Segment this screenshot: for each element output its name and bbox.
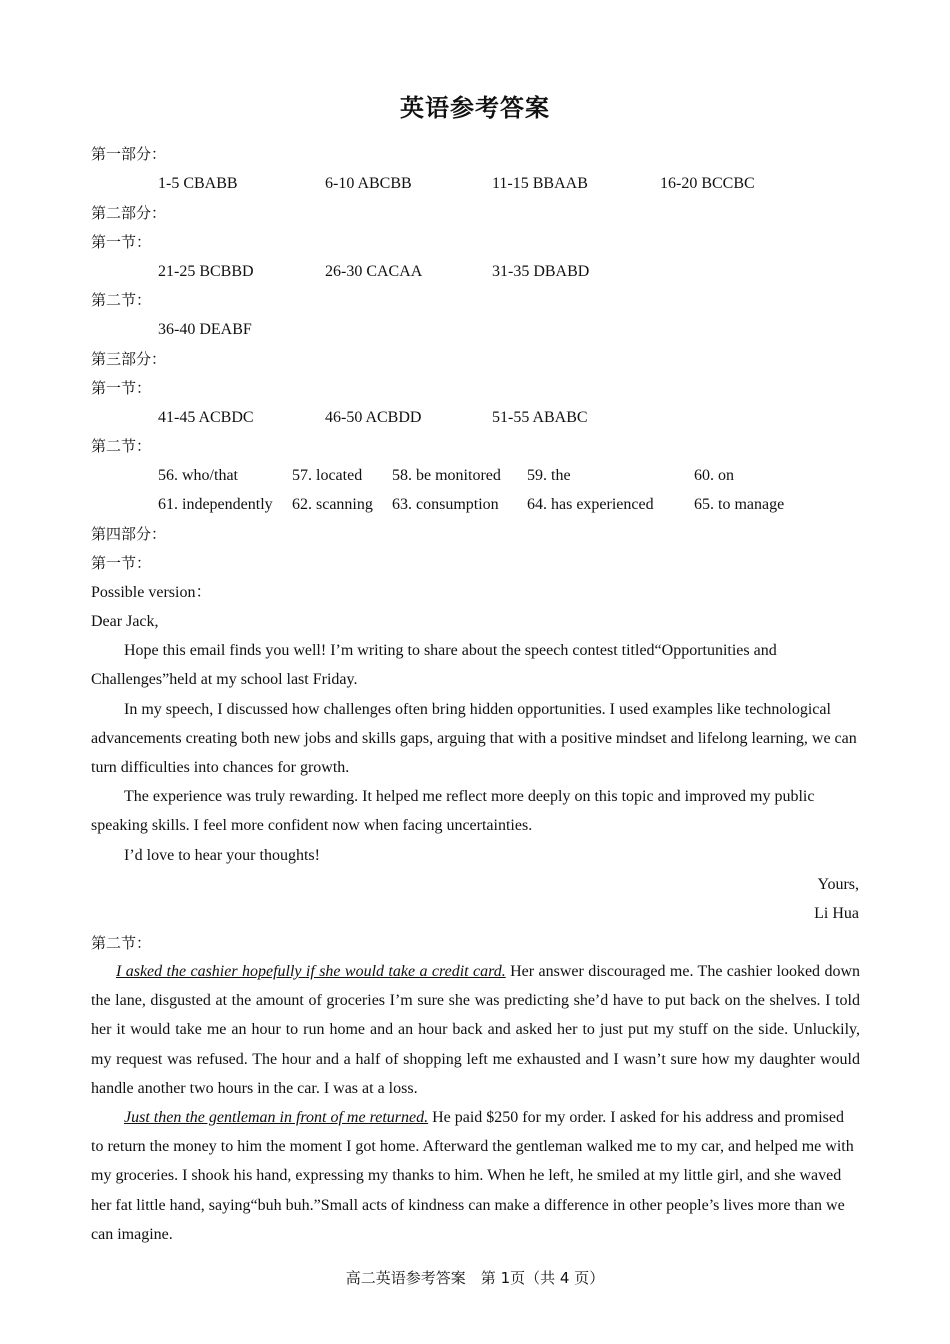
letter-paragraph: I’d love to hear your thoughts! [124,847,320,864]
letter-signature: Li Hua [814,905,859,922]
answer-group: 51-55 ABABC [492,409,588,426]
section-label: 第一节： [91,233,152,251]
fill-answer: 58. be monitored [392,467,501,484]
story-paragraph [91,957,860,1103]
fill-answer: 57. located [292,467,363,484]
fill-answer: 59. the [527,467,571,484]
fill-answer: 60. on [694,467,734,484]
answer-group: 1-5 CBABB [158,175,238,192]
section-label: 第一节： [91,379,152,397]
fill-answer: 65. to manage [694,496,785,513]
answer-group: 31-35 DBABD [492,263,590,280]
part2-label: 第二部分： [91,204,167,222]
story-text: He paid $250 for my order. I asked for his address and promised to return the money to him the moment I got home. Afterward the gentleman walked me to my car, and helped me with my groceries. I shook his hand, expressing my thanks to him. When he left, he smiled at my little girl, and she waved her fat little hand, saying“buh buh.”Small acts of kindness can make a difference in other people’s lives more than we can imagine. [91,1109,854,1243]
given-opening-sentence: I asked the cashier hopefully if she would take a credit card. [116,963,506,980]
answer-group: 26-30 CACAA [325,263,423,280]
section-label: 第二节： [91,291,152,309]
fill-answer: 64. has experienced [527,496,654,513]
fill-answer: 61. independently [158,496,273,513]
page-title: 英语参考答案 [400,94,550,122]
story-text: Her answer discouraged me. The cashier looked down the lane, disgusted at the amount of groceries I’m sure she was predicting she’d have to put back on the shelves. I told her it would take me an hour to run home and an hour back and asked her to just put my stuff on the side. Unluckily, my request was refused. The hour and a half of shopping left me exhausted and I wasn’t sure how my daughter would handle another two hours in the car. I was at a loss. [91,963,861,1097]
section-label: 第二节： [91,934,152,952]
letter-paragraph: The experience was truly rewarding. It helped me reflect more deeply on this topic and improved my public speaking skills. I feel more confident now when facing uncertainties. [91,788,815,835]
page-footer: 高二英语参考答案 第 1页（共 4 页） [345,1269,605,1287]
section-label: 第二节： [91,437,152,455]
letter-closing: Yours, [817,876,859,893]
story-paragraph [91,1103,860,1249]
answer-group: 6-10 ABCBB [325,175,412,192]
answer-group: 46-50 ACBDD [325,409,422,426]
letter-greeting: Dear Jack, [91,613,159,630]
letter-paragraph: Hope this email finds you well! I’m writing to share about the speech contest titled“Opportunities and Challenges”held at my school last Friday. [91,642,777,689]
part3-label: 第三部分： [91,350,167,368]
answer-group: 41-45 ACBDC [158,409,254,426]
answer-group: 16-20 BCCBC [660,175,755,192]
given-opening-sentence: Just then the gentleman in front of me returned. [124,1109,429,1126]
section-label: 第一节： [91,554,152,572]
part4-label: 第四部分： [91,525,167,543]
part1-label: 第一部分： [91,145,167,163]
answer-group: 21-25 BCBBD [158,263,254,280]
letter-paragraph: In my speech, I discussed how challenges often bring hidden opportunities. I used examples like technological advancements creating both new jobs and skills gaps, arguing that with a positive mindset and lifelong learning, we can turn difficulties into chances for growth. [91,701,857,777]
fill-answer: 63. consumption [392,496,499,513]
version-label: Possible version： [91,584,212,601]
fill-answer: 56. who/that [158,467,238,484]
answer-group: 11-15 BBAAB [492,175,588,192]
fill-answer: 62. scanning [292,496,373,513]
answer-group: 36-40 DEABF [158,321,252,338]
